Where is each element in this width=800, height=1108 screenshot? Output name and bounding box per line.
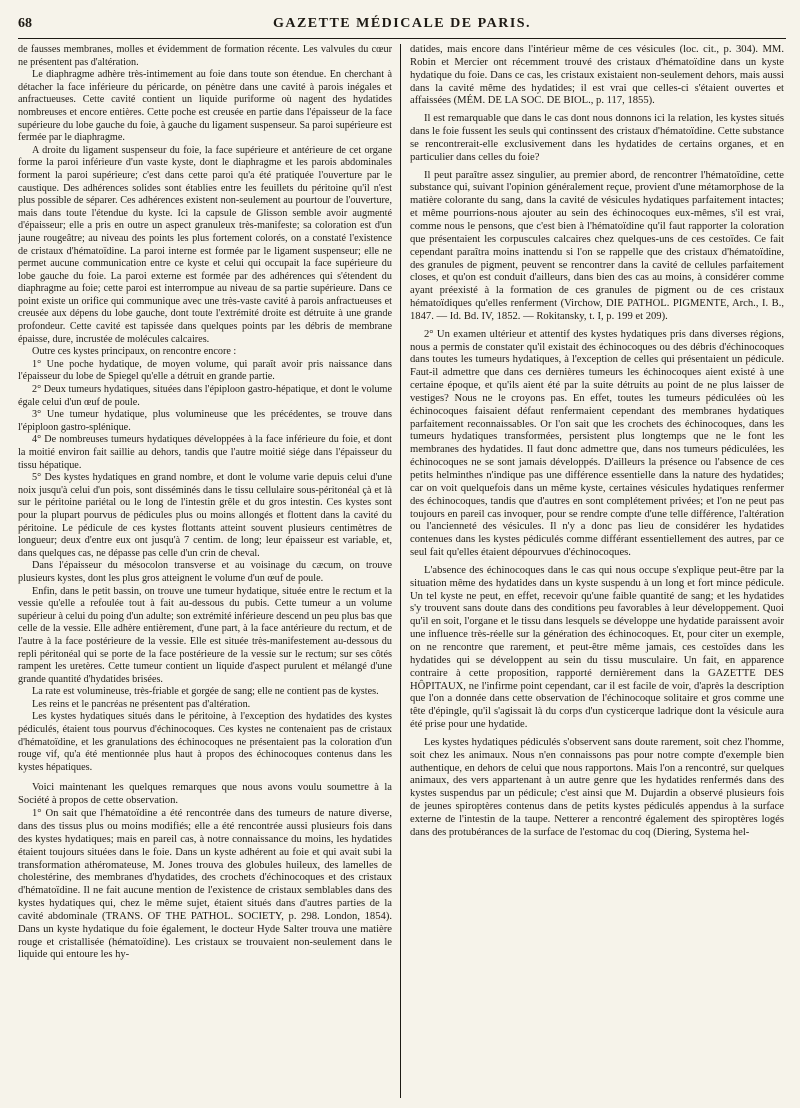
running-title: GAZETTE MÉDICALE DE PARIS. bbox=[272, 16, 532, 31]
left-column bbox=[18, 44, 392, 1100]
header-rule bbox=[18, 38, 786, 39]
paragraph: datides, mais encore dans l'intérieur même de ces vésicules (loc. cit., p. 304). MM. Robin et Mercier ont récemment trouvé des cristaux d'hématoïdine dans un kyste hydatique du foie. Dans ce cas, les cristaux existaient non-seulement dehors, mais aussi dans la cavité même des hydatides; il est vrai que celles-ci s'étaient ouvertes et affaissées (MÉM. DE LA SOC. DE BIOL., p. 117, 1855). bbox=[410, 44, 784, 107]
paragraph: Dans l'épaisseur du mésocolon transverse et au voisinage du cæcum, on trouve plusieurs kystes, dont les plus gros atteignent le volume d'un œuf de poule. bbox=[18, 560, 392, 584]
paragraph: 1° Une poche hydatique, de moyen volume, qui paraît avoir pris naissance dans l'épaisseur du lobe de Spiegel qu'elle a détruit en grande partie. bbox=[18, 358, 392, 383]
paragraph: Enfin, dans le petit bassin, on trouve une tumeur hydatique, située entre le rectum et la vessie qu'elle a refoulée tout à fait au-dessous du pubis. Cette tumeur a un volume supérieur à celui du poing d'un adulte; son extrémité inférieure descend un peu plus bas que celle de la vessie. Elle adhère entièrement, d'une part, à la face antérieure du rectum, et de l'autre à la face postérieure de la vessie. Elle est située très-manifestement au-dessous du repli péritonéal qui se porte de la face postérieure de la vessie sur le rectum; sur ses côtés rampent les uretères. Cette tumeur contient un liquide d'aspect purulent et mélangé d'une grande quantité d'hydatides brisées. bbox=[18, 585, 392, 685]
paragraph: L'absence des échinocoques dans le cas qui nous occupe s'explique peut-être par la situation même des hydatides dans un kyste suspendu à un long et fort mince pédicule. Un tel kyste ne peut, en effet, recevoir qu'une faible quantité de sang; et les hydatides s'y trouvent sans doute dans des conditions peu favorables à leur développement. Quoi qu'il en soit, l'organe et le tissu dans lesquels se développe une hydatide paraissent avoir une influence très-réelle sur la génération des échinocoques. Et, pour citer un exemple, on ne rencontre que rarement, et peut-être même jamais, ces cestoïdes dans les hydatides qui se développent au sein du tissu musculaire. Un fait, en apparence contraire à cette proposition, rapporté dernièrement dans la GAZETTE DES HÔPITAUX, ne l'infirme point cependant, car il est facile de voir, d'après la description que l'on a donnée dans cette observation de l'échinocoque solitaire et gros comme une tête d'épingle, qu'il s'agissait là du corps d'un cysticerque ladrique dont la vésicule aura été prise pour une hydatide. bbox=[410, 564, 784, 731]
paragraph: Outre ces kystes principaux, on rencontre encore : bbox=[32, 346, 237, 358]
paragraph: Le diaphragme adhère très-intimement au foie dans toute son étendue. En cherchant à détacher la face inférieure du péricarde, on pénètre dans une cavité à parois inégales et anfractueuses. Cette cavité contient un liquide puriforme où nagent des hydatides nombreuses et encore entières. Cette poche est creusée en partie dans l'épaisseur de la face supérieure du lobe gauche du foie, à gauche du ligament suspenseur. Sa paroi supérieure est fermée par le diaphragme. bbox=[18, 69, 392, 144]
paragraph: Les reins et le pancréas ne présentent pas d'altération. bbox=[32, 698, 251, 710]
paragraph: Il est remarquable que dans le cas dont nous donnons ici la relation, les kystes situés dans le foie fussent les seuls qui continssent des cristaux d'hématoïdine. Cette substance se rencontrerait-elle exclusivement dans les hydatides de certains organes, et en particulier dans celles du foie? bbox=[410, 113, 784, 163]
right-column bbox=[410, 44, 784, 1100]
page-number: 68 bbox=[18, 16, 32, 31]
paragraph: 1° On sait que l'hématoïdine a été rencontrée dans des tumeurs de nature diverse, dans des tissus plus ou moins modifiés; elle a été rencontrée aussi plusieurs fois dans des kystes hydatiques; mais en pareil cas, à notre connaissance du moins, les hydatides étaient toujours situées dans le foie. Dans un kyste adhérent au foie et qui avait subi la transformation athéromateuse, M. Jones trouva des globules huileux, des lamelles de cholestérine, des membranes d'hydatides, des crochets d'échinocoques et des cristaux d'hématoïdine. Il ne fait aucune mention de l'existence de cristaux semblables dans des kystes hydatiques qui, chez le même sujet, étaient situés dans d'autres parties de la cavité abdominale (TRANS. OF THE PATHOL. SOCIETY, p. 298. London, 1854). Dans un kyste hydatique du foie également, le docteur Hyde Salter trouva une matière rouge et cristallisée (hématoïdine). Les cristaux se trouvaient non-seulement dans le liquide qui entoure les hy- bbox=[18, 808, 392, 961]
paragraph: 2° Un examen ultérieur et attentif des kystes hydatiques pris dans diverses régions, nous a permis de constater qu'il existait des échinocoques ou des débris d'échinocoques dans toutes les tumeurs hydatiques, à l'exception de celles qui présentaient un pédicule. Faut-il admettre que dans ces dernières tumeurs les échinocoques aient existé à une certaine époque, et qu'ils aient été par la suite détruits au point de ne plus laisser de vestiges? Nous ne le croyons pas. En effet, toutes les tumeurs pédiculées où les échinocoques faisaient défaut renfermaient cependant des membranes hydatiques parfaitement reconnaissables. Or l'on sait que les crochets des échinocoques, dans les tumeurs hydatiques transformées, persistent plus longtemps que ne le font les membranes des hydatides. Il faut donc admettre que, dans nos tumeurs pédiculées, les échinocoques ne se sont jamais développés. D'ailleurs la présence ou l'absence de ces petits helminthes n'indique pas une différence essentielle dans la nature des hydatides; car on voit quelquefois dans un même kyste, certaines vésicules hydatiques renfermer des échinocoques, tandis que d'autres en sont complétement privées; et l'on ne peut pas toujours en pareil cas invoquer, pour se rendre compte d'une telle différence, l'altération ou l'ancienneté des vésicules. Il n'y a donc pas lieu de considérer les hydatides contenues dans les kystes pédiculés comme différant essentiellement des autres, par ce seul fait qu'elles étaient dépourvues d'échinocoques. bbox=[410, 328, 784, 559]
paragraph: 3° Une tumeur hydatique, plus volumineuse que les précédentes, se trouve dans l'épiploon gastro-splénique. bbox=[18, 409, 392, 433]
paragraph: La rate est volumineuse, très-friable et gorgée de sang; elle ne contient pas de kystes. bbox=[32, 686, 379, 698]
column-divider bbox=[400, 44, 401, 1098]
paragraph: 4° De nombreuses tumeurs hydatiques développées à la face inférieure du foie, et dont la moitié environ fait saillie au dehors, tandis que l'autre moitié siége dans l'épaisseur du tissu hépatique. bbox=[18, 434, 392, 471]
paragraph: Il peut paraître assez singulier, au premier abord, de rencontrer l'hématoïdine, cette substance qui, suivant l'opinion généralement reçue, provient d'une métamorphose de la matière colorante du sang, dans la cavité de vésicules hydatiques parfaitement intactes; et même pourrions-nous ajouter au sein des échinocoques eux-mêmes, s'il est vrai, comme nous le pensons, que c'est bien à l'hématoïdine qu'il faut rapporter la coloration que présentaient les corpuscules calcaires chez quelques-uns de ces cestoïdes. Ce fait cependant paraîtra moins inattendu si l'on se rappelle que des cristaux d'hématoïdine, des granules de pigment, peuvent se rencontrer dans la cavité de cellules parfaitement closes, et qu'on est conduit d'ailleurs, dans bien des cas au moins, à considérer comme ayant préexisté à la formation de ces granules de pigment ou de ces cristaux hématoïdiques qu'elles renferment (Virchow, DIE PATHOL. PIGMENTE, Arch., I. B., 1847. — Id. Bd. IV, 1852. — Rokitansky, t. I, p. 199 et 209). bbox=[410, 169, 784, 322]
paragraph: Voici maintenant les quelques remarques que nous avons voulu soumettre à la Société à propos de cette observation. bbox=[18, 782, 392, 807]
paragraph: 2° Deux tumeurs hydatiques, situées dans l'épiploon gastro-hépatique, et dont le volume égale celui d'un œuf de poule. bbox=[18, 384, 392, 408]
paragraph: Les kystes hydatiques pédiculés s'observent sans doute rarement, soit chez l'homme, soit chez les animaux. Nous n'en connaissons pas pour notre compte d'exemple bien authentique, en dehors de celui que nous rapportons. Mais l'on a rencontré, sur quelques animaux, des vers appartenant à un autre genre que les hydatides renfermés dans des kystes suspendus par un pédicule; c'est ainsi que M. Dujardin a observé plusieurs fois de jeunes spiroptères contenus dans de petits kystes pédiculés appendus à la surface externe de l'intestin de la taupe. Netterer a rencontré également des spiroptères logés dans des protubérances de la surface de l'estomac du coq (Diering, Systema hel- bbox=[410, 736, 784, 838]
paragraph: Les kystes hydatiques situés dans le péritoine, à l'exception des hydatides des kystes pédiculés, étaient tous pourvus d'échinocoques. Ces kystes ne contenaient pas de cristaux d'hématoïdine, et les granulations des échinocoques ne présentaient pas la coloration d'un rouge vif, qu'a été mentionnée plus haut à propos des échinocoques contenus dans les kystes hépatiques. bbox=[18, 711, 392, 773]
paragraph: 5° Des kystes hydatiques en grand nombre, et dont le volume varie depuis celui d'une noix jusqu'à celui d'un pois, sont disséminés dans le tissu cellulaire sous-péritonéal çà et là sur le péritoine pariétal ou le long de l'intestin grêle et du gros intestin. Ces kystes sont pour la plupart pourvus de pédicules plus ou moins allongés et flottent dans la cavité du péritoine. Le pédicule de ces kystes flottants atteint souvent plusieurs centimètres de longueur; deux d'entre eux ont jusqu'à 7 centim. de long; leur épaisseur est variable, et, dans quelques cas, ne dépasse pas celle d'un crin de cheval. bbox=[18, 472, 392, 559]
paragraph: de fausses membranes, molles et évidemment de formation récente. Les valvules du cœur ne présentent pas d'altération. bbox=[18, 44, 392, 68]
page-header bbox=[18, 14, 786, 36]
paragraph: A droite du ligament suspenseur du foie, la face supérieure et antérieure de cet organe forme la paroi inférieure d'un vaste kyste, dont le diaphragme et les parois abdominales forment la paroi supérieure; c'est dans cette paroi qu'a été pratiquée l'ouverture par le caustique. Des adhérences solides sont établies entre les feuillets du péritoine qu'il n'est plus possible de séparer. Ces adhérences existent non-seulement au pourtour de l'ouverture, mais dans toute l'étendue du kyste. Ici la capsule de Glisson semble avoir augmenté d'épaisseur; elle a pris en outre un aspect granuleux très-manifeste; sa coloration est d'un jaune rougeâtre; au niveau des points les plus fortement colorés, on a constaté l'existence de cristaux d'hématoïdine. La paroi interne est formée par le ligament suspenseur; elle ne permet aucune communication entre ce kyste et celui qui occupait la face supérieure du lobe gauche du foie. La paroi externe est formée par des adhérences qui s'étendent du diaphragme au foie; cette paroi est interrompue au niveau de sa partie supérieure. Dans ce point existe un orifice qui communique avec une très-vaste cavité à parois anfractueuses et creusée aux dépens du lobe gauche, dont toute l'extrémité droite est détruite à une grande profondeur. Cette cavité est tapissée dans quelques points par les débris de membrane épaisse, dure, incrustée de molécules calcaires. bbox=[18, 144, 392, 345]
